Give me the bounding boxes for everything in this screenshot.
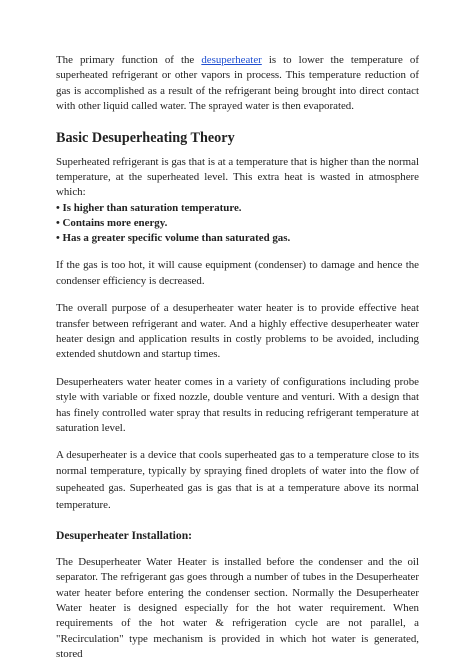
body-paragraph: If the gas is too hot, it will cause equipment (condenser) to damage and hence the condenser efficiency is decreased. <box>56 259 419 287</box>
intro-text-after-link: is to lower the temperature of superheated refrigerant or other vapors in process. This temperature reduction of gas is accomplished as a result of the refrigerant being brought into direct contact with other liquid called water. The sprayed water is then evaporated. <box>56 54 419 113</box>
bullet-item: • Has a greater specific volume than saturated gas. <box>56 232 291 245</box>
intro-text-before-link: The primary function of the <box>56 54 202 66</box>
bullet-item: • Is higher than saturation temperature. <box>56 201 242 214</box>
section-heading-basic-theory: Basic Desuperheating Theory <box>56 129 235 146</box>
theory-bullet-list <box>56 201 419 247</box>
installation-paragraph: The Desuperheater Water Heater is installed before the condenser and the oil separator. The refrigerant gas goes through a number of tubes in the Desuperheater water heater before entering the condenser section. Normally the Desuperheater Water heater is designed especially for the hot water requirement. When requirements of the hot water & refrigeration cycle are not parallel, a "Recirculation" type mechanism is provided in which hot water is generated, stored <box>56 555 419 661</box>
bullet-item: • Contains more energy. <box>56 217 168 230</box>
body-paragraph: A desuperheater is a device that cools superheated gas to a temperature close to its normal temperature, typically by spraying fined droplets of water into the flow of supeheated gas. Superheated gas is gas that is at a temperature above its normal temperature. <box>56 448 419 511</box>
document-page <box>56 53 419 663</box>
theory-lead-paragraph: Superheated refrigerant is gas that is at a temperature that is higher than the normal temperature, at the superheated level. This extra heat is wasted in atmosphere which: <box>56 155 419 199</box>
body-paragraph: The overall purpose of a desuperheater water heater is to provide effective heat transfer between refrigerant and water. And a highly effective desuperheater water heater design and application results in costly problems to be avoided, including extended shutdown and startup times. <box>56 302 419 361</box>
desuperheater-link[interactable]: desuperheater <box>201 54 262 66</box>
body-paragraph: Desuperheaters water heater comes in a variety of configurations including probe style with variable or fixed nozzle, double venture and venturi. With a design that has finely controlled water spray that results in reducing refrigerant temperature at saturation level. <box>56 375 419 435</box>
intro-paragraph <box>56 53 419 115</box>
section-heading-installation: Desuperheater Installation: <box>56 528 193 542</box>
